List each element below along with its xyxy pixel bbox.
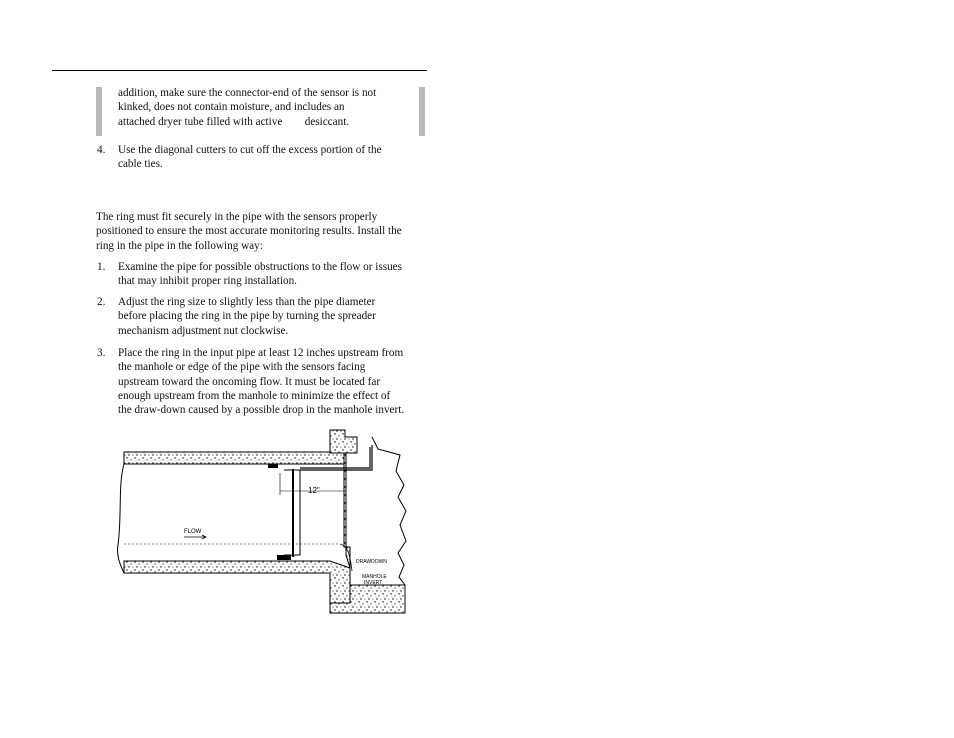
- step-line: enough upstream from the manhole to minimize the effect of: [118, 389, 391, 402]
- ring-installation-figure: [110, 425, 410, 615]
- manhole-label: MANHOLE: [362, 574, 387, 580]
- intro-line: positioned to ensure the most accurate monitoring results. Install the: [96, 225, 402, 238]
- step-1-number: 1.: [97, 261, 106, 273]
- flow-label: FLOW: [184, 529, 202, 535]
- step-line: Adjust the ring size to slightly less than the pipe diameter: [118, 296, 376, 308]
- note-line: kinked, does not contain moisture, and includes an: [118, 101, 345, 114]
- flow-arrow: [184, 535, 206, 539]
- pipe-break-left: [117, 464, 124, 573]
- note-line: attached dryer tube filled with active desiccant.: [118, 115, 350, 128]
- note-right-bar: [419, 87, 425, 136]
- intro-line: ring in the pipe in the following way:: [96, 239, 263, 252]
- step-line: cable ties.: [118, 158, 163, 171]
- sensor: [277, 555, 291, 560]
- mounting-bracket: [268, 464, 278, 468]
- note-line: addition, make sure the connector-end of the sensor is not: [118, 87, 377, 99]
- step-1-text: [118, 260, 428, 289]
- drawdown-label: DRAWDOWN: [356, 559, 387, 565]
- pipe-top-wall: [124, 452, 344, 464]
- step-3-number: 3.: [97, 347, 106, 359]
- note-block: [118, 86, 418, 129]
- step-3-text: [118, 346, 428, 417]
- step-line: the draw-down caused by a possible drop in the manhole invert.: [118, 404, 405, 417]
- step-line: that may inhibit proper ring installation.: [118, 275, 297, 288]
- step-4-text: [118, 143, 428, 172]
- note-left-bar: [96, 87, 102, 136]
- step-2-text: [118, 295, 428, 338]
- step-line: the manhole or edge of the pipe with the sensors facing: [118, 361, 366, 374]
- step-4-number: 4.: [97, 144, 106, 156]
- step-line: Place the ring in the input pipe at least 12 inches upstream from: [118, 347, 404, 359]
- invert-label: INVERT: [364, 580, 383, 586]
- intro-paragraph: [96, 210, 431, 253]
- step-line: Examine the pipe for possible obstructions to the flow or issues: [118, 261, 402, 273]
- distance-label: 12": [308, 486, 320, 495]
- step-2-number: 2.: [97, 296, 106, 308]
- step-line: upstream toward the oncoming flow. It must be located far: [118, 375, 381, 388]
- step-line: Use the diagonal cutters to cut off the excess portion of the: [118, 144, 382, 156]
- pipe-bottom-wall: [124, 561, 350, 603]
- header-rule: [52, 70, 427, 71]
- step-line: before placing the ring in the pipe by turning the spreader: [118, 310, 376, 323]
- intro-line: The ring must fit securely in the pipe with the sensors properly: [96, 211, 378, 223]
- step-line: mechanism adjustment nut clockwise.: [118, 324, 289, 337]
